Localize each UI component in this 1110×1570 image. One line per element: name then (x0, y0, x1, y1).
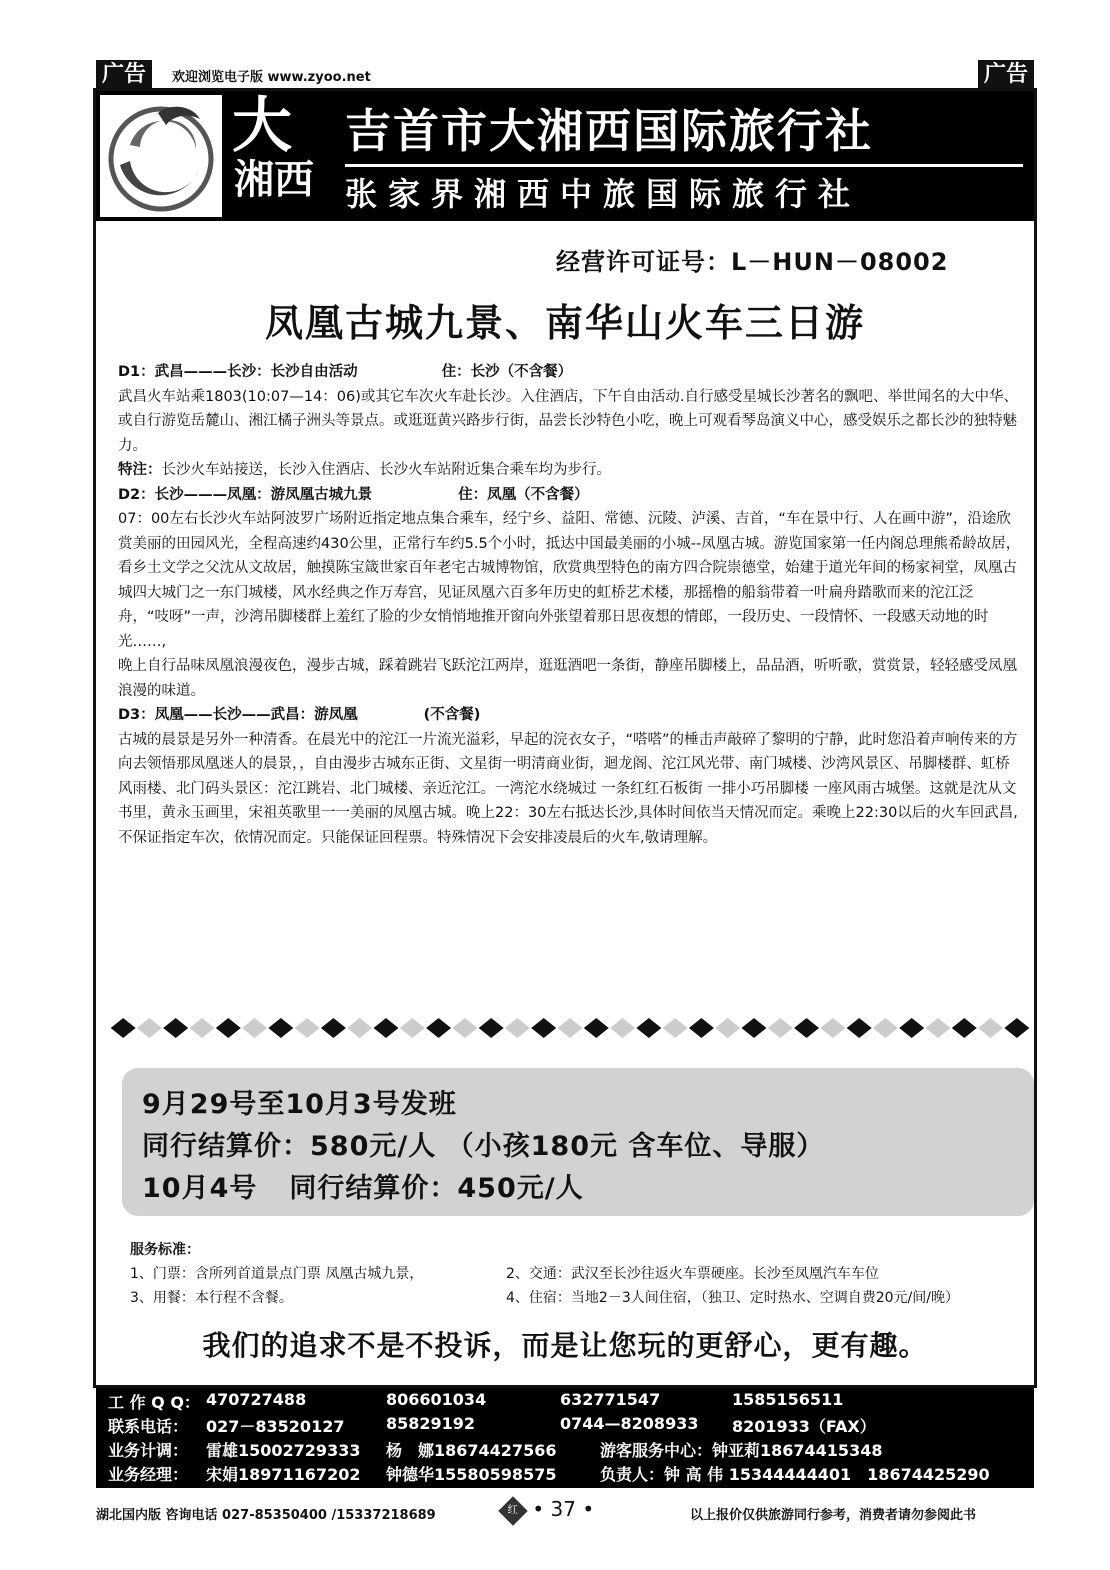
ad-tag-left: 广告 (96, 60, 152, 90)
diamond-icon (400, 1018, 425, 1038)
tour-title: 凤凰古城九景、南华山火车三日游 (264, 301, 865, 345)
diamond-icon (794, 1018, 819, 1038)
contact-block: 工 作 Q Q： 470727488 806601034 632771547 1585156511 联系电话： 027－83520127 85829192 0744—8208933 8201933（FAX） 业务计调： 雷雄15002729333 杨 娜18674427566 游客服务中心：钟亚莉18674415348 业务经理： 宋娟18971167202 钟德华15580598575 负责人：钟 高 伟 15344444401 18674425290 (96, 1388, 1034, 1488)
footer-left: 湖北国内版 咨询电话 027-85350400 /15337218689 (96, 1508, 436, 1523)
diamond-icon (768, 1018, 793, 1038)
diamond-divider (110, 1017, 1030, 1039)
diamond-icon (873, 1018, 898, 1038)
agency-name-2: 张家界湘西中旅国际旅行社 (345, 175, 862, 213)
diamond-icon (505, 1018, 530, 1038)
service-item-3: 3、用餐：本行程不含餐。 (130, 1290, 293, 1306)
diamond-icon (926, 1018, 951, 1038)
site-note: 欢迎浏览电子版 www.zyoo.net (172, 70, 371, 85)
price-line-2: 10月4号 同行结算价：450元/人 (142, 1173, 584, 1204)
service-title: 服务标准： (130, 1242, 200, 1258)
diamond-icon (479, 1018, 504, 1038)
diamond-icon (558, 1018, 583, 1038)
logo-text-small: 湘西 (234, 156, 314, 203)
footer-right: 以上报价仅供旅游同行参考，消费者请勿参阅此书 (690, 1508, 977, 1523)
diamond-icon (610, 1018, 635, 1038)
agency-logo (100, 95, 222, 217)
service-item-1: 1、门票：含所列首道景点门票 凤凰古城九景， (130, 1266, 424, 1282)
diamond-icon (111, 1018, 136, 1038)
license-number: 经营许可证号：L－HUN－08002 (556, 248, 949, 276)
itinerary (118, 360, 1024, 850)
day1-body: 武昌火车站乘1803(10:07—14：06)或其它车次火车赴长沙。入住酒店，下午自由活动.自行感受星城长沙著名的飘吧、举世闻名的大中华、或自行游览岳麓山、湘江橘子洲头等景点。或逛逛黄兴路步行街，品尝长沙特色小吃，晚上可观看琴岛演义中心，感受娱乐之都长沙的独特魅力。 (118, 388, 1019, 454)
diamond-icon (820, 1018, 845, 1038)
page-number: 红 • 37 • (500, 1497, 594, 1524)
day1-heading: D1：武昌———长沙：长沙自由活动 住：长沙（不含餐） (118, 364, 573, 380)
diamond-icon (268, 1018, 293, 1038)
diamond-icon (531, 1018, 556, 1038)
diamond-icon (584, 1018, 609, 1038)
diamond-icon (426, 1018, 451, 1038)
diamond-icon (452, 1018, 477, 1038)
diamond-icon (663, 1018, 688, 1038)
service-item-4: 4、住宿：当地2－3人间住宿，（独卫、定时热水、空调自费20元/间/晚） (506, 1290, 959, 1306)
day3-body: 古城的晨景是另外一种清香。在晨光中的沱江一片流光溢彩，早起的浣衣女子，“嗒嗒”的棰击声敲碎了黎明的宁静，此时您沿着声响传来的方向去领悟那凤凰迷人的晨景，，自由漫步古城东正街、文星街一明清商业街，迴龙阁、沱江风光带、南门城楼、沙湾风景区、吊脚楼群、虹桥风雨楼、北门码头景区：沱江跳岩、北门城楼、亲近沱江。一湾沱水绕城过 一条红红石板街 一排小巧吊脚楼 一座风雨古城堡。这就是沈从文书里，黄永玉画里，宋祖英歌里一一美丽的凤凰古城。晚上22：30左右抵达长沙,具体时间依当天情况而定。乘晚上22:30以后的火车回武昌,不保证指定车次，依情况而定。只能保证回程票。特殊情况下会安排凌晨后的火车,敬请理解。 (118, 731, 1018, 846)
diamond-icon (216, 1018, 241, 1038)
diamond-icon (715, 1018, 740, 1038)
departure-dates: 9月29号至10月3号发班 (142, 1089, 457, 1120)
diamond-icon (242, 1018, 267, 1038)
diamond-icon (847, 1018, 872, 1038)
diamond-icon (190, 1018, 215, 1038)
header-divider (345, 164, 1023, 167)
diamond-icon (952, 1018, 977, 1038)
diamond-icon (137, 1018, 162, 1038)
diamond-icon (295, 1018, 320, 1038)
diamond-icon (321, 1018, 346, 1038)
service-standards (130, 1238, 1030, 1310)
badge-icon: 红 (498, 1496, 527, 1525)
logo-text-big: 大 (232, 91, 292, 161)
diamond-icon (374, 1018, 399, 1038)
diamond-icon (689, 1018, 714, 1038)
price-box (122, 1068, 1034, 1216)
agency-name-1: 吉首市大湘西国际旅行社 (345, 104, 873, 158)
slogan: 我们的追求不是不投诉，而是让您玩的更舒心，更有趣。 (202, 1329, 928, 1362)
diamond-icon (163, 1018, 188, 1038)
swirl-logo-icon (100, 95, 222, 217)
service-item-2: 2、交通：武汉至长沙往返火车票硬座。长沙至凤凰汽车车位 (506, 1266, 879, 1282)
day3-heading: D3：凤凰——长沙——武昌：游凤凰 (不含餐) (118, 707, 481, 723)
special-note: 特注：长沙火车站接送，长沙入住酒店、长沙火车站附近集合乘车均为步行。 (118, 462, 611, 478)
diamond-icon (347, 1018, 372, 1038)
day2-evening: 晚上自行品味凤凰浪漫夜色，漫步古城，踩着跳岩飞跃沱江两岸，逛逛酒吧一条街，静座吊脚楼上，品品酒，听听歌，赏赏景，轻轻感受凤凰浪漫的味道。 (118, 658, 1017, 699)
price-line-1: 同行结算价：580元/人 （小孩180元 含车位、导服） (142, 1131, 825, 1162)
diamond-icon (978, 1018, 1003, 1038)
diamond-icon (636, 1018, 661, 1038)
day2-heading: D2：长沙———凤凰：游凤凰古城九景 住：凤凰（不含餐） (118, 486, 589, 503)
day2-body: 07：00左右长沙火车站阿波罗广场附近指定地点集合乘车，经宁乡、益阳、常德、沅陵、泸溪、吉首，“车在景中行、人在画中游”，沿途欣赏美丽的田园风光，全程高速约430公里，正常行车约5.5个小时，抵达中国最美丽的小城--凤凰古城。游览国家第一任内阁总理熊希龄故居，看乡土文学之父沈从文故居，触摸陈宝箴世家百年老宅古城博物馆，欣赏典型特色的南方四合院崇德堂，始建于道光年间的杨家祠堂，凤凰古城四大城门之一东门城楼，风水经典之作万寿宫，见证凤凰六百多年历史的虹桥艺术楼，那摇橹的船翁带着一叶扁舟踏歌而来的沱江泛舟，“吱呀”一声，沙湾吊脚楼群上羞红了脸的少女悄悄地推开窗向外张望着那日思夜想的情郎，一段历史、一段情怀、一段感天动地的时光……, (118, 511, 1021, 650)
ad-tag-right: 广告 (978, 60, 1034, 90)
diamond-icon (899, 1018, 924, 1038)
diamond-icon (742, 1018, 767, 1038)
diamond-icon (1004, 1018, 1029, 1038)
